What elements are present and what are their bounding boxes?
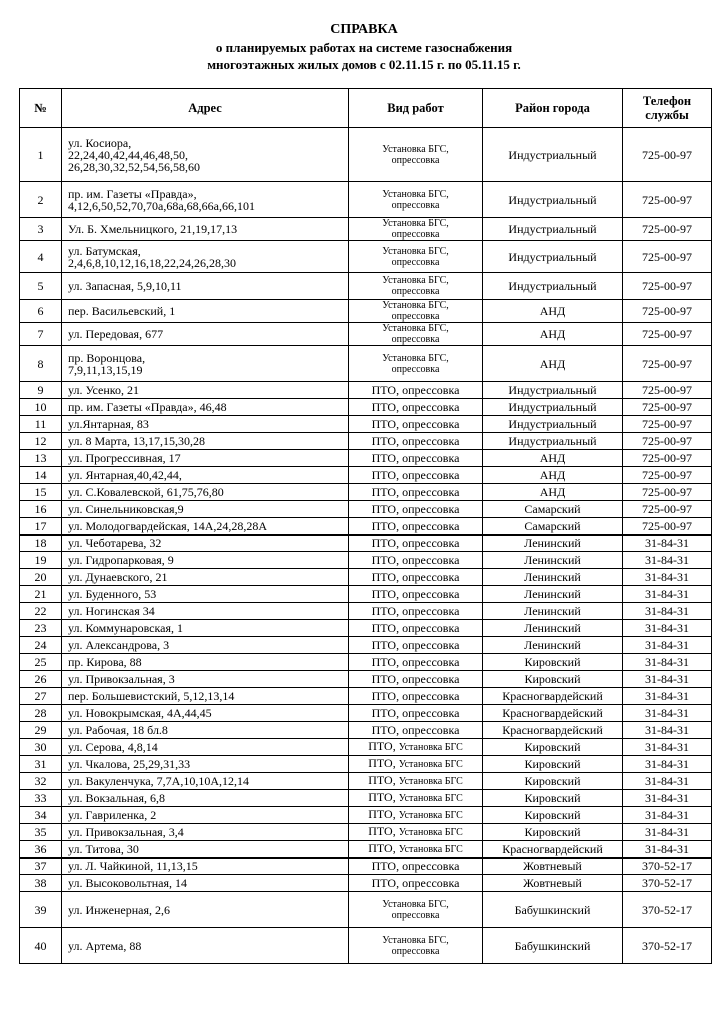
table-row: [20, 637, 712, 654]
cell-work-type: ПТО, опрессовка: [349, 433, 483, 450]
cell-number: 29: [20, 722, 62, 739]
cell-address: ул. Гавриленка, 2: [62, 807, 349, 824]
table-row: [20, 241, 712, 273]
cell-address: ул. Запасная, 5,9,10,11: [62, 273, 349, 300]
cell-number: 7: [20, 323, 62, 346]
cell-address: ул. С.Ковалевской, 61,75,76,80: [62, 484, 349, 501]
table-header-row: [20, 89, 712, 128]
table-row: [20, 218, 712, 241]
cell-district: Кировский: [483, 671, 623, 688]
table-row: [20, 928, 712, 964]
cell-number: 13: [20, 450, 62, 467]
table-row: [20, 824, 712, 841]
cell-phone: 725-00-97: [623, 433, 712, 450]
cell-number: 11: [20, 416, 62, 433]
cell-district: АНД: [483, 450, 623, 467]
cell-address: ул. Александрова, 3: [62, 637, 349, 654]
cell-district: Индустриальный: [483, 416, 623, 433]
cell-district: Кировский: [483, 824, 623, 841]
cell-number: 36: [20, 841, 62, 858]
table-row: [20, 399, 712, 416]
cell-work-type: Установка БГС, опрессовка: [349, 300, 483, 323]
table-row: [20, 892, 712, 928]
table-row: [20, 569, 712, 586]
cell-number: 26: [20, 671, 62, 688]
cell-number: 23: [20, 620, 62, 637]
cell-phone: 31-84-31: [623, 722, 712, 739]
cell-district: Индустриальный: [483, 241, 623, 273]
cell-district: Красногвардейский: [483, 688, 623, 705]
cell-phone: 725-00-97: [623, 416, 712, 433]
cell-work-type: ПТО, опрессовка: [349, 586, 483, 603]
table-row: [20, 382, 712, 399]
cell-number: 8: [20, 346, 62, 382]
cell-address: пер. Большевистский, 5,12,13,14: [62, 688, 349, 705]
cell-address: Ул. Б. Хмельницкого, 21,19,17,13: [62, 218, 349, 241]
cell-phone: 370-52-17: [623, 892, 712, 928]
cell-district: АНД: [483, 484, 623, 501]
cell-number: 5: [20, 273, 62, 300]
cell-work-type: Установка БГС, опрессовка: [349, 928, 483, 964]
table-row: [20, 518, 712, 535]
cell-phone: 31-84-31: [623, 552, 712, 569]
table-row: [20, 620, 712, 637]
cell-number: 14: [20, 467, 62, 484]
cell-phone: 725-00-97: [623, 484, 712, 501]
cell-work-type: ПТО, опрессовка: [349, 875, 483, 892]
cell-phone: 725-00-97: [623, 218, 712, 241]
cell-number: 21: [20, 586, 62, 603]
cell-number: 20: [20, 569, 62, 586]
cell-address: ул. Вокзальная, 6,8: [62, 790, 349, 807]
cell-district: Бабушкинский: [483, 928, 623, 964]
table-row: [20, 773, 712, 790]
cell-work-type: ПТО, опрессовка: [349, 518, 483, 535]
cell-address: ул. Ногинская 34: [62, 603, 349, 620]
cell-phone: 725-00-97: [623, 182, 712, 218]
table-row: [20, 450, 712, 467]
table-row: [20, 688, 712, 705]
col-header-phone: Телефон службы: [623, 89, 712, 128]
table-row: [20, 671, 712, 688]
document-subtitle: о планируемых работах на системе газоснабжения: [215, 40, 513, 55]
cell-work-type: ПТО, опрессовка: [349, 382, 483, 399]
cell-phone: 370-52-17: [623, 875, 712, 892]
table-row: [20, 841, 712, 858]
cell-district: АНД: [483, 467, 623, 484]
cell-district: Жовтневый: [483, 858, 623, 875]
cell-phone: 370-52-17: [623, 928, 712, 964]
cell-work-type: Установка БГС, опрессовка: [349, 218, 483, 241]
cell-number: 17: [20, 518, 62, 535]
cell-phone: 31-84-31: [623, 637, 712, 654]
cell-number: 2: [20, 182, 62, 218]
cell-address: пр. им. Газеты «Правда», 46,48: [62, 399, 349, 416]
cell-address: ул. Серова, 4,8,14: [62, 739, 349, 756]
cell-district: Кировский: [483, 654, 623, 671]
works-table: [19, 88, 712, 964]
cell-address: ул. Новокрымская, 4А,44,45: [62, 705, 349, 722]
table-row: [20, 552, 712, 569]
table-row: [20, 467, 712, 484]
cell-district: Самарский: [483, 501, 623, 518]
cell-number: 18: [20, 535, 62, 552]
cell-district: Индустриальный: [483, 218, 623, 241]
cell-work-type: Установка БГС, опрессовка: [349, 346, 483, 382]
cell-address: ул. Привокзальная, 3: [62, 671, 349, 688]
cell-number: 15: [20, 484, 62, 501]
cell-work-type: Установка БГС, опрессовка: [349, 241, 483, 273]
table-row: [20, 807, 712, 824]
table-row: [20, 722, 712, 739]
cell-phone: 31-84-31: [623, 705, 712, 722]
cell-number: 38: [20, 875, 62, 892]
cell-number: 3: [20, 218, 62, 241]
cell-district: Самарский: [483, 518, 623, 535]
cell-address: ул. Дунаевского, 21: [62, 569, 349, 586]
cell-phone: 31-84-31: [623, 773, 712, 790]
document-title: СПРАВКА: [330, 22, 398, 37]
cell-address: ул. Л. Чайкиной, 11,13,15: [62, 858, 349, 875]
cell-address: ул. Усенко, 21: [62, 382, 349, 399]
cell-district: Ленинский: [483, 552, 623, 569]
cell-district: Красногвардейский: [483, 841, 623, 858]
cell-work-type: ПТО, Установка БГС: [349, 739, 483, 756]
cell-district: Ленинский: [483, 569, 623, 586]
cell-address: ул. Янтарная,40,42,44,: [62, 467, 349, 484]
cell-address: ул. Буденного, 53: [62, 586, 349, 603]
table-row: [20, 273, 712, 300]
cell-address: ул. Инженерная, 2,6: [62, 892, 349, 928]
cell-number: 32: [20, 773, 62, 790]
table-row: [20, 346, 712, 382]
table-row: [20, 416, 712, 433]
cell-district: Жовтневый: [483, 875, 623, 892]
table-row: [20, 323, 712, 346]
cell-work-type: ПТО, Установка БГС: [349, 841, 483, 858]
cell-work-type: ПТО, Установка БГС: [349, 824, 483, 841]
cell-work-type: ПТО, опрессовка: [349, 671, 483, 688]
cell-phone: 725-00-97: [623, 501, 712, 518]
cell-number: 10: [20, 399, 62, 416]
cell-address: ул. Привокзальная, 3,4: [62, 824, 349, 841]
cell-district: Ленинский: [483, 586, 623, 603]
cell-phone: 725-00-97: [623, 450, 712, 467]
cell-work-type: ПТО, опрессовка: [349, 535, 483, 552]
cell-work-type: Установка БГС, опрессовка: [349, 323, 483, 346]
cell-number: 28: [20, 705, 62, 722]
cell-address: пр. им. Газеты «Правда», 4,12,6,50,52,70,70а,68а,68,66а,66,101: [62, 182, 349, 218]
cell-work-type: Установка БГС, опрессовка: [349, 273, 483, 300]
table-row: [20, 484, 712, 501]
col-header-number: №: [20, 89, 62, 128]
table-row: [20, 756, 712, 773]
cell-phone: 31-84-31: [623, 603, 712, 620]
cell-work-type: ПТО, опрессовка: [349, 467, 483, 484]
cell-work-type: ПТО, опрессовка: [349, 688, 483, 705]
cell-district: Кировский: [483, 756, 623, 773]
cell-district: Ленинский: [483, 535, 623, 552]
table-row: [20, 654, 712, 671]
cell-phone: 725-00-97: [623, 467, 712, 484]
cell-district: Красногвардейский: [483, 722, 623, 739]
cell-address: ул. Коммунаровская, 1: [62, 620, 349, 637]
col-header-district: Район города: [483, 89, 623, 128]
cell-address: ул. Чкалова, 25,29,31,33: [62, 756, 349, 773]
col-header-work-type: Вид работ: [349, 89, 483, 128]
cell-phone: 31-84-31: [623, 620, 712, 637]
cell-district: Индустриальный: [483, 273, 623, 300]
cell-address: ул. 8 Марта, 13,17,15,30,28: [62, 433, 349, 450]
table-row: [20, 128, 712, 182]
cell-work-type: ПТО, опрессовка: [349, 552, 483, 569]
table-row: [20, 603, 712, 620]
table-row: [20, 433, 712, 450]
cell-district: АНД: [483, 300, 623, 323]
cell-address: ул. Чеботарева, 32: [62, 535, 349, 552]
cell-address: ул. Артема, 88: [62, 928, 349, 964]
cell-number: 25: [20, 654, 62, 671]
cell-work-type: ПТО, опрессовка: [349, 603, 483, 620]
table-row: [20, 875, 712, 892]
cell-phone: 370-52-17: [623, 858, 712, 875]
cell-address: ул. Передовая, 677: [62, 323, 349, 346]
cell-address: ул. Вакуленчука, 7,7А,10,10А,12,14: [62, 773, 349, 790]
cell-address: ул. Высоковольтная, 14: [62, 875, 349, 892]
cell-work-type: ПТО, Установка БГС: [349, 790, 483, 807]
cell-work-type: ПТО, опрессовка: [349, 705, 483, 722]
cell-phone: 31-84-31: [623, 790, 712, 807]
cell-work-type: ПТО, опрессовка: [349, 654, 483, 671]
cell-district: АНД: [483, 346, 623, 382]
table-row: [20, 300, 712, 323]
cell-work-type: ПТО, опрессовка: [349, 399, 483, 416]
cell-number: 31: [20, 756, 62, 773]
cell-district: Индустриальный: [483, 382, 623, 399]
cell-number: 27: [20, 688, 62, 705]
cell-number: 6: [20, 300, 62, 323]
cell-phone: 31-84-31: [623, 671, 712, 688]
cell-phone: 31-84-31: [623, 654, 712, 671]
cell-work-type: Установка БГС, опрессовка: [349, 892, 483, 928]
cell-work-type: Установка БГС, опрессовка: [349, 182, 483, 218]
cell-number: 34: [20, 807, 62, 824]
cell-phone: 725-00-97: [623, 382, 712, 399]
cell-number: 4: [20, 241, 62, 273]
cell-address: ул. Косиора, 22,24,40,42,44,46,48,50, 26,28,30,32,52,54,56,58,60: [62, 128, 349, 182]
table-row: [20, 586, 712, 603]
cell-address: ул. Батумская, 2,4,6,8,10,12,16,18,22,24,26,28,30: [62, 241, 349, 273]
cell-work-type: ПТО, опрессовка: [349, 501, 483, 518]
cell-number: 40: [20, 928, 62, 964]
cell-district: Индустриальный: [483, 128, 623, 182]
cell-phone: 31-84-31: [623, 841, 712, 858]
cell-district: Ленинский: [483, 620, 623, 637]
table-row: [20, 182, 712, 218]
cell-work-type: ПТО, опрессовка: [349, 569, 483, 586]
cell-number: 33: [20, 790, 62, 807]
cell-work-type: ПТО, опрессовка: [349, 620, 483, 637]
cell-number: 24: [20, 637, 62, 654]
cell-district: Индустриальный: [483, 399, 623, 416]
table-row: [20, 739, 712, 756]
cell-work-type: ПТО, опрессовка: [349, 722, 483, 739]
table-row: [20, 790, 712, 807]
cell-number: 39: [20, 892, 62, 928]
cell-district: АНД: [483, 323, 623, 346]
document-subtitle-dates: многоэтажных жилых домов с 02.11.15 г. по 05.11.15 г.: [207, 57, 521, 72]
cell-number: 16: [20, 501, 62, 518]
cell-district: Ленинский: [483, 603, 623, 620]
cell-number: 12: [20, 433, 62, 450]
table-row: [20, 535, 712, 552]
cell-number: 9: [20, 382, 62, 399]
cell-address: пр. Кирова, 88: [62, 654, 349, 671]
cell-phone: 725-00-97: [623, 128, 712, 182]
cell-number: 19: [20, 552, 62, 569]
cell-phone: 725-00-97: [623, 273, 712, 300]
cell-number: 22: [20, 603, 62, 620]
cell-address: ул. Синельниковская,9: [62, 501, 349, 518]
cell-work-type: ПТО, опрессовка: [349, 450, 483, 467]
cell-work-type: ПТО, опрессовка: [349, 484, 483, 501]
cell-address: ул. Прогрессивная, 17: [62, 450, 349, 467]
cell-phone: 31-84-31: [623, 688, 712, 705]
cell-work-type: ПТО, опрессовка: [349, 637, 483, 654]
cell-district: Красногвардейский: [483, 705, 623, 722]
cell-address: пер. Васильевский, 1: [62, 300, 349, 323]
cell-phone: 725-00-97: [623, 323, 712, 346]
cell-district: Кировский: [483, 773, 623, 790]
table-row: [20, 858, 712, 875]
cell-work-type: ПТО, опрессовка: [349, 416, 483, 433]
cell-phone: 31-84-31: [623, 756, 712, 773]
cell-phone: 31-84-31: [623, 807, 712, 824]
cell-phone: 725-00-97: [623, 300, 712, 323]
cell-phone: 31-84-31: [623, 586, 712, 603]
cell-number: 37: [20, 858, 62, 875]
cell-phone: 31-84-31: [623, 535, 712, 552]
cell-phone: 725-00-97: [623, 346, 712, 382]
table-row: [20, 705, 712, 722]
cell-address: ул. Гидропарковая, 9: [62, 552, 349, 569]
col-header-address: Адрес: [62, 89, 349, 128]
cell-district: Кировский: [483, 790, 623, 807]
cell-phone: 725-00-97: [623, 518, 712, 535]
cell-work-type: ПТО, Установка БГС: [349, 807, 483, 824]
cell-phone: 725-00-97: [623, 241, 712, 273]
cell-district: Индустриальный: [483, 182, 623, 218]
cell-work-type: Установка БГС, опрессовка: [349, 128, 483, 182]
cell-district: Кировский: [483, 807, 623, 824]
cell-work-type: ПТО, Установка БГС: [349, 756, 483, 773]
cell-address: пр. Воронцова, 7,9,11,13,15,19: [62, 346, 349, 382]
cell-address: ул.Янтарная, 83: [62, 416, 349, 433]
cell-work-type: ПТО, Установка БГС: [349, 773, 483, 790]
cell-district: Ленинский: [483, 637, 623, 654]
cell-number: 35: [20, 824, 62, 841]
cell-phone: 31-84-31: [623, 824, 712, 841]
cell-district: Бабушкинский: [483, 892, 623, 928]
cell-phone: 31-84-31: [623, 569, 712, 586]
cell-phone: 31-84-31: [623, 739, 712, 756]
cell-address: ул. Титова, 30: [62, 841, 349, 858]
table-row: [20, 501, 712, 518]
cell-number: 1: [20, 128, 62, 182]
cell-work-type: ПТО, опрессовка: [349, 858, 483, 875]
cell-district: Индустриальный: [483, 433, 623, 450]
cell-district: Кировский: [483, 739, 623, 756]
cell-address: ул. Рабочая, 18 бл.8: [62, 722, 349, 739]
cell-address: ул. Молодогвардейская, 14А,24,28,28А: [62, 518, 349, 535]
cell-phone: 725-00-97: [623, 399, 712, 416]
cell-number: 30: [20, 739, 62, 756]
